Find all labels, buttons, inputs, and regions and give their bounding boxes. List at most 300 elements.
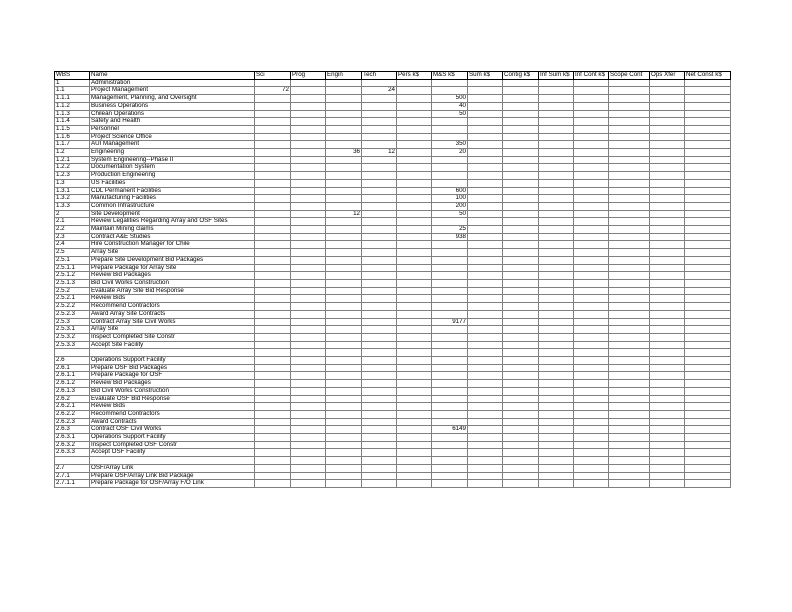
value-cell [362,79,397,87]
value-cell [397,318,432,326]
table-row [55,210,731,218]
value-cell [609,233,650,241]
value-cell [609,141,650,149]
table-row [55,218,731,226]
value-cell [291,372,326,380]
value-cell [362,210,397,218]
value-cell [609,195,650,203]
value-cell [539,295,574,303]
table-row [55,133,731,141]
value-cell [397,110,432,118]
value-cell [539,87,574,95]
value-cell [362,457,397,465]
value-cell: 12 [326,210,362,218]
value-cell [574,179,609,187]
value-cell [574,102,609,110]
value-cell [397,403,432,411]
column-header: Ops Xfer [650,72,685,80]
value-cell [650,141,685,149]
value-cell [291,426,326,434]
value-cell [574,426,609,434]
wbs-cell: 1.3.3 [55,202,90,210]
value-cell [397,118,432,126]
value-cell [574,233,609,241]
table-row [55,441,731,449]
wbs-cell: 2 [55,210,90,218]
value-cell [609,226,650,234]
value-cell [650,441,685,449]
value-cell [326,249,362,257]
value-cell [685,464,731,472]
value-cell [685,272,731,280]
value-cell [255,418,291,426]
name-cell: Review Legalities Regarding Array and OSF Sites [90,218,255,226]
value-cell [685,172,731,180]
value-cell [326,318,362,326]
wbs-cell: 2.5 [55,249,90,257]
value-cell [397,125,432,133]
name-cell: Contract Array Site Civil Works [90,318,255,326]
value-cell [468,349,503,357]
value-cell [362,287,397,295]
value-cell [397,472,432,480]
value-cell [432,118,468,126]
value-cell [574,341,609,349]
value-cell [291,87,326,95]
wbs-cell: 1.1.7 [55,141,90,149]
value-cell [326,272,362,280]
value-cell [397,95,432,103]
value-cell [609,264,650,272]
value-cell [503,480,539,488]
value-cell [397,287,432,295]
value-cell [503,202,539,210]
name-cell: Review Bid Packages [90,272,255,280]
value-cell [503,326,539,334]
value-cell [432,457,468,465]
value-cell [609,441,650,449]
value-cell [503,472,539,480]
value-cell [291,256,326,264]
value-cell [650,125,685,133]
value-cell [362,110,397,118]
value-cell [326,303,362,311]
value-cell [685,395,731,403]
value-cell [326,295,362,303]
wbs-cell: 1.3.2 [55,195,90,203]
header-row [55,72,731,80]
value-cell [685,403,731,411]
table-row [55,357,731,365]
value-cell [255,264,291,272]
value-cell [539,418,574,426]
value-cell [397,210,432,218]
table-row [55,172,731,180]
value-cell [609,279,650,287]
value-cell [291,434,326,442]
value-cell [291,125,326,133]
value-cell [255,387,291,395]
name-cell: Contract A&E Studies [90,233,255,241]
value-cell [574,357,609,365]
value-cell [432,179,468,187]
value-cell [685,79,731,87]
value-cell [539,387,574,395]
table-row [55,418,731,426]
value-cell [362,218,397,226]
value-cell [468,102,503,110]
value-cell [326,102,362,110]
wbs-cell: 2.6.1.1 [55,372,90,380]
value-cell [503,279,539,287]
value-cell [432,403,468,411]
value-cell [362,410,397,418]
value-cell [574,303,609,311]
table-row [55,472,731,480]
value-cell [432,418,468,426]
value-cell [609,202,650,210]
value-cell [432,326,468,334]
value-cell [362,472,397,480]
value-cell [255,380,291,388]
value-cell: 40 [432,102,468,110]
value-cell [650,333,685,341]
value-cell [468,272,503,280]
value-cell [432,372,468,380]
table-row [55,141,731,149]
wbs-cell: 2.6.2.2 [55,410,90,418]
value-cell [362,179,397,187]
value-cell [255,172,291,180]
value-cell [609,418,650,426]
table-row [55,125,731,133]
value-cell [503,133,539,141]
value-cell [574,326,609,334]
value-cell [685,133,731,141]
column-header: Net Const k$ [685,72,731,80]
value-cell [609,326,650,334]
value-cell [326,418,362,426]
name-cell: Prepare Package for Array Site [90,264,255,272]
value-cell [539,457,574,465]
value-cell [432,341,468,349]
value-cell [432,364,468,372]
value-cell [468,303,503,311]
value-cell [397,79,432,87]
value-cell [503,287,539,295]
value-cell [397,156,432,164]
value-cell [397,141,432,149]
value-cell [503,149,539,157]
value-cell [503,357,539,365]
value-cell [468,172,503,180]
value-cell [362,141,397,149]
name-cell: Operations Support Facility [90,434,255,442]
value-cell [362,303,397,311]
value-cell [685,149,731,157]
value-cell [291,233,326,241]
value-cell [468,426,503,434]
value-cell [574,95,609,103]
value-cell [397,195,432,203]
value-cell: 50 [432,210,468,218]
value-cell [326,287,362,295]
value-cell [574,218,609,226]
name-cell: Site Development [90,210,255,218]
value-cell [291,326,326,334]
value-cell [574,264,609,272]
wbs-cell: 2.5.3.2 [55,333,90,341]
value-cell [685,241,731,249]
value-cell [650,295,685,303]
value-cell [468,164,503,172]
value-cell [539,172,574,180]
value-cell [255,256,291,264]
value-cell [503,241,539,249]
value-cell [609,187,650,195]
wbs-cell: 2.5.1.2 [55,272,90,280]
value-cell [397,364,432,372]
value-cell [362,156,397,164]
table-row [55,249,731,257]
value-cell [609,434,650,442]
value-cell [255,226,291,234]
value-cell [468,141,503,149]
value-cell [650,449,685,457]
value-cell [291,249,326,257]
value-cell [503,110,539,118]
table-row [55,156,731,164]
value-cell [397,380,432,388]
value-cell [432,249,468,257]
value-cell [609,372,650,380]
value-cell [539,303,574,311]
value-cell [503,310,539,318]
wbs-cell: 1.1.2 [55,102,90,110]
value-cell [326,172,362,180]
value-cell [503,87,539,95]
value-cell [574,480,609,488]
value-cell [291,95,326,103]
value-cell [468,333,503,341]
name-cell: Review Bid Packages [90,380,255,388]
value-cell [397,326,432,334]
wbs-cell: 2.6.2.3 [55,418,90,426]
value-cell [326,164,362,172]
value-cell [291,79,326,87]
value-cell [326,256,362,264]
value-cell [291,118,326,126]
value-cell [539,179,574,187]
value-cell [326,156,362,164]
value-cell [574,79,609,87]
value-cell [685,226,731,234]
value-cell [685,118,731,126]
value-cell [291,480,326,488]
value-cell [397,341,432,349]
value-cell [503,79,539,87]
value-cell [685,256,731,264]
value-cell: 20 [432,149,468,157]
value-cell [685,310,731,318]
value-cell [255,333,291,341]
value-cell [685,364,731,372]
value-cell [539,480,574,488]
value-cell [685,457,731,465]
value-cell [362,349,397,357]
value-cell [503,195,539,203]
value-cell [326,364,362,372]
table-row [55,395,731,403]
value-cell [468,202,503,210]
value-cell [255,102,291,110]
value-cell: 9177 [432,318,468,326]
wbs-cell: 2.5.3.1 [55,326,90,334]
value-cell [574,418,609,426]
value-cell [609,210,650,218]
value-cell [503,226,539,234]
value-cell [650,387,685,395]
value-cell [432,480,468,488]
value-cell [255,187,291,195]
value-cell [650,426,685,434]
value-cell [503,210,539,218]
value-cell [255,156,291,164]
value-cell [326,341,362,349]
value-cell [650,264,685,272]
value-cell: 50 [432,110,468,118]
cost-spreadsheet [54,71,731,488]
value-cell [539,333,574,341]
value-cell [362,357,397,365]
value-cell [468,410,503,418]
name-cell: Prepare Package for OSF [90,372,255,380]
value-cell [397,164,432,172]
table-row [55,341,731,349]
value-cell [291,380,326,388]
value-cell [685,125,731,133]
value-cell [362,125,397,133]
value-cell [574,110,609,118]
value-cell: 100 [432,195,468,203]
value-cell [685,480,731,488]
value-cell [650,403,685,411]
value-cell [432,441,468,449]
value-cell [291,156,326,164]
table-row [55,464,731,472]
table-row [55,79,731,87]
column-header: Sum k$ [468,72,503,80]
value-cell [503,341,539,349]
table-row [55,303,731,311]
value-cell [503,256,539,264]
value-cell [609,426,650,434]
value-cell [291,287,326,295]
value-cell [397,256,432,264]
wbs-cell: 2.5.2.1 [55,295,90,303]
wbs-cell: 2.2 [55,226,90,234]
value-cell [574,441,609,449]
wbs-cell: 2.1 [55,218,90,226]
value-cell [609,79,650,87]
value-cell [468,464,503,472]
value-cell [291,318,326,326]
value-cell [503,410,539,418]
value-cell [539,149,574,157]
value-cell [685,372,731,380]
value-cell [539,249,574,257]
value-cell [650,110,685,118]
value-cell [291,387,326,395]
wbs-cell: 2.6.3 [55,426,90,434]
value-cell [255,110,291,118]
value-cell [685,333,731,341]
table-row [55,410,731,418]
value-cell [362,395,397,403]
value-cell [397,441,432,449]
name-cell: Prepare OSF/Array Link Bid Package [90,472,255,480]
name-cell: Common Infrastructure [90,202,255,210]
value-cell [468,149,503,157]
value-cell: 938 [432,233,468,241]
value-cell [362,95,397,103]
value-cell [255,449,291,457]
value-cell [609,472,650,480]
value-cell [650,233,685,241]
value-cell [609,364,650,372]
value-cell [650,349,685,357]
value-cell [650,357,685,365]
value-cell [397,480,432,488]
name-cell: Safety and Health [90,118,255,126]
name-cell: System Engineering--Phase II [90,156,255,164]
value-cell [609,95,650,103]
name-cell: Review Bids [90,403,255,411]
value-cell [291,264,326,272]
value-cell [432,241,468,249]
value-cell [650,472,685,480]
value-cell [291,395,326,403]
table-row [55,202,731,210]
value-cell [685,287,731,295]
value-cell [291,341,326,349]
value-cell [650,380,685,388]
value-cell [503,441,539,449]
value-cell [685,202,731,210]
value-cell [503,95,539,103]
value-cell [362,164,397,172]
value-cell [685,87,731,95]
value-cell [539,256,574,264]
wbs-cell: 1.1.5 [55,125,90,133]
value-cell [503,118,539,126]
value-cell [503,426,539,434]
value-cell [685,441,731,449]
value-cell [503,164,539,172]
wbs-cell: 2.5.1 [55,256,90,264]
table-row [55,287,731,295]
value-cell [326,118,362,126]
value-cell [326,326,362,334]
value-cell [685,141,731,149]
value-cell [650,279,685,287]
value-cell [539,364,574,372]
value-cell [362,333,397,341]
value-cell [326,310,362,318]
value-cell [650,480,685,488]
value-cell [291,303,326,311]
value-cell [685,195,731,203]
